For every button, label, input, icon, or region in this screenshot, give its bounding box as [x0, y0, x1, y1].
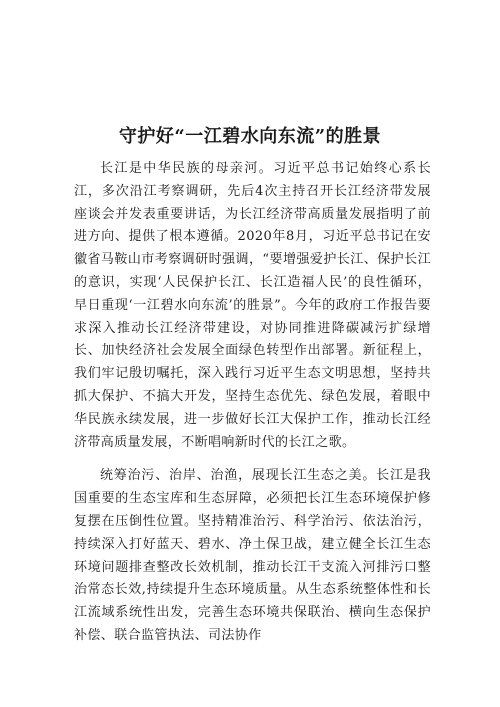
- document-title: 守护好“一江碧水向东流”的胜景: [118, 126, 382, 147]
- paragraph-2: 统筹治污、治岸、治渔，展现长江生态之美。长江是我国重要的生态宝库和生态屏障，必须把长江生态环境保护修复摆在压倒性位置。坚持精准治污、科学治污、依法治污，持续深入打好蓝天、碧水、净土保卫战，建立健全长江生态环境问题排查整改长效机制，推动长江干支流入河排污口整治常态长效,持续提升生态环境质量。从生态系统整体性和长江流域系统性出发，完善生态环境共保联治、横向生态保护补偿、联合监管执法、司法协作: [74, 468, 431, 643]
- document-body: [74, 158, 431, 648]
- paragraph-1: 长江是中华民族的母亲河。习近平总书记始终心系长江，多次沿江考察调研，先后4次主持召开长江经济带发展座谈会并发表重要讲话，为长江经济带高质量发展指明了前进方向、提供了根本遵循。2020年8月，习近平总书记在安徽省马鞍山市考察调研时强调，“要增强爱护长江、保护长江的意识，实现‘人民保护长江、长江造福人民’的良性循环，早日重现‘一江碧水向东流’的胜景”。今年的政府工作报告要求深入推动长江经济带建设，对协同推进降碳减污扩绿增长、加快经济社会发展全面绿色转型作出部署。新征程上，我们牢记殷切嘱托，深入践行习近平生态文明思想，坚持共抓大保护、不搞大开发，坚持生态优先、绿色发展，着眼中华民族永续发展，进一步做好长江大保护工作，推动长江经济带高质量发展，不断唱响新时代的长江之歌。: [74, 161, 431, 450]
